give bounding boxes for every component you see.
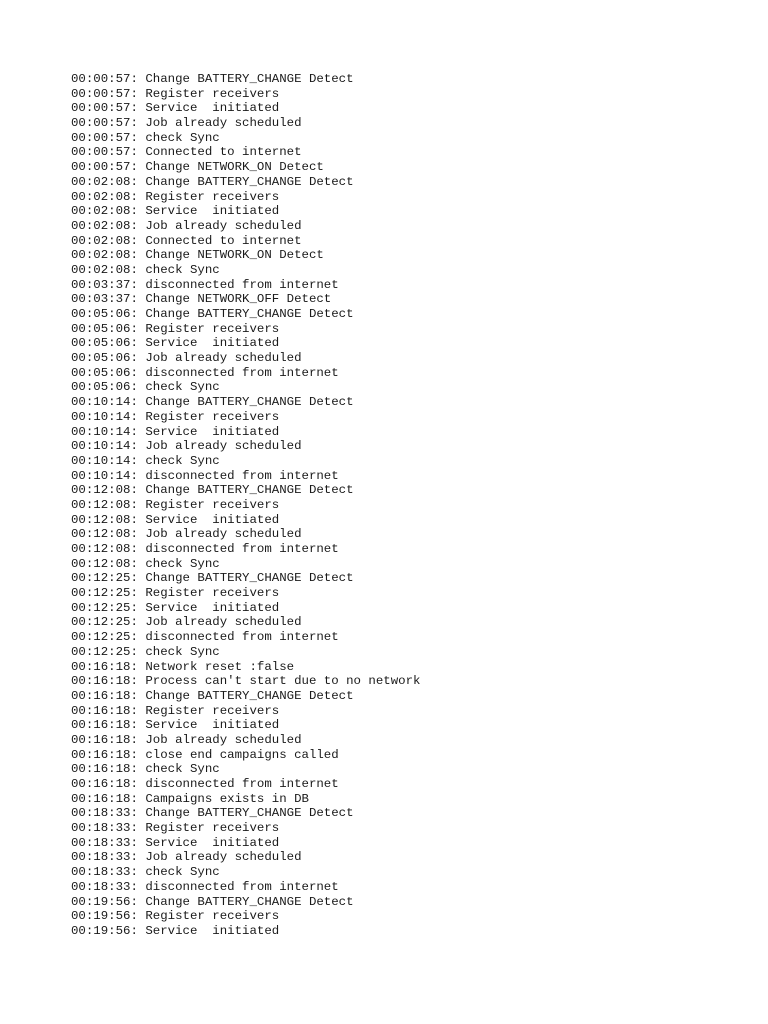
log-line: 00:10:14: Service initiated [71,424,280,439]
log-line: 00:05:06: check Sync [71,380,220,395]
log-line: 00:05:06: Job already scheduled [71,351,302,366]
log-line: 00:19:56: Change BATTERY_CHANGE Detect [71,894,354,909]
log-line: 00:12:08: Job already scheduled [71,527,302,542]
log-line: 00:00:57: Job already scheduled [71,116,302,131]
log-line: 00:05:06: Change BATTERY_CHANGE Detect [71,307,354,321]
log-line: 00:16:18: Campaigns exists in DB [71,791,309,806]
log-line: 00:02:08: Register receivers [71,189,280,204]
log-line: 00:12:25: Job already scheduled [71,615,302,630]
log-line: 00:02:08: Change NETWORK_ON Detect [71,248,324,263]
log-line: 00:16:18: Change BATTERY_CHANGE Detect [71,688,354,703]
log-line: 00:18:33: Register receivers [71,821,280,836]
log-line: 00:16:18: Network reset :false [71,659,295,674]
log-line: 00:02:08: Connected to internet [71,233,302,248]
log-line: 00:03:37: Change NETWORK_OFF Detect [71,292,332,307]
log-line: 00:12:08: disconnected from internet [71,542,339,556]
log-line: 00:10:14: disconnected from internet [71,468,339,483]
log-line: 00:02:08: Job already scheduled [71,218,302,233]
log-line: 00:02:08: check Sync [71,262,220,277]
log-line: 00:19:56: Service initiated [71,923,280,938]
log-line: 00:10:14: Register receivers [71,409,280,424]
log-line: 00:16:18: Process can't start due to no network [71,674,421,689]
log-line: 00:05:06: disconnected from internet [71,365,339,380]
log-line: 00:18:33: Service initiated [71,835,280,850]
log-line: 00:05:06: Register receivers [71,321,280,336]
log-line: 00:03:37: disconnected from internet [71,277,339,292]
log-line: 00:12:08: Change BATTERY_CHANGE Detect [71,483,354,498]
log-line: 00:00:57: Change BATTERY_CHANGE Detect [71,72,354,86]
log-line: 00:12:25: disconnected from internet [71,630,339,645]
log-line: 00:10:14: Change BATTERY_CHANGE Detect [71,395,354,410]
log-line: 00:16:18: disconnected from internet [71,777,339,791]
log-line: 00:12:25: Register receivers [71,586,280,601]
log-line: 00:18:33: check Sync [71,865,220,880]
log-line: 00:16:18: Register receivers [71,703,280,718]
log-line: 00:16:18: Service initiated [71,718,280,733]
log-line: 00:10:14: check Sync [71,453,220,468]
log-line: 00:05:06: Service initiated [71,336,280,351]
log-line: 00:00:57: check Sync [71,130,220,145]
log-line: 00:16:18: close end campaigns called [71,747,339,762]
log-line: 00:12:08: check Sync [71,556,220,571]
log-line: 00:00:57: Connected to internet [71,145,302,160]
log-line: 00:02:08: Change BATTERY_CHANGE Detect [71,174,354,189]
log-line: 00:18:33: Job already scheduled [71,850,302,865]
log-line: 00:02:08: Service initiated [71,204,280,219]
log-line: 00:12:25: check Sync [71,644,220,659]
log-line: 00:16:18: Job already scheduled [71,732,302,747]
log-line: 00:12:25: Service initiated [71,600,280,615]
log-line: 00:12:25: Change BATTERY_CHANGE Detect [71,571,354,586]
log-line: 00:16:18: check Sync [71,762,220,777]
log-line: 00:00:57: Change NETWORK_ON Detect [71,160,324,175]
log-output [71,72,420,939]
log-line: 00:12:08: Register receivers [71,497,280,512]
log-line: 00:12:08: Service initiated [71,512,280,527]
log-line: 00:18:33: Change BATTERY_CHANGE Detect [71,806,354,821]
log-line: 00:18:33: disconnected from internet [71,879,339,894]
log-line: 00:19:56: Register receivers [71,909,280,924]
log-line: 00:00:57: Service initiated [71,101,280,116]
log-line: 00:00:57: Register receivers [71,86,280,101]
log-line: 00:10:14: Job already scheduled [71,439,302,454]
